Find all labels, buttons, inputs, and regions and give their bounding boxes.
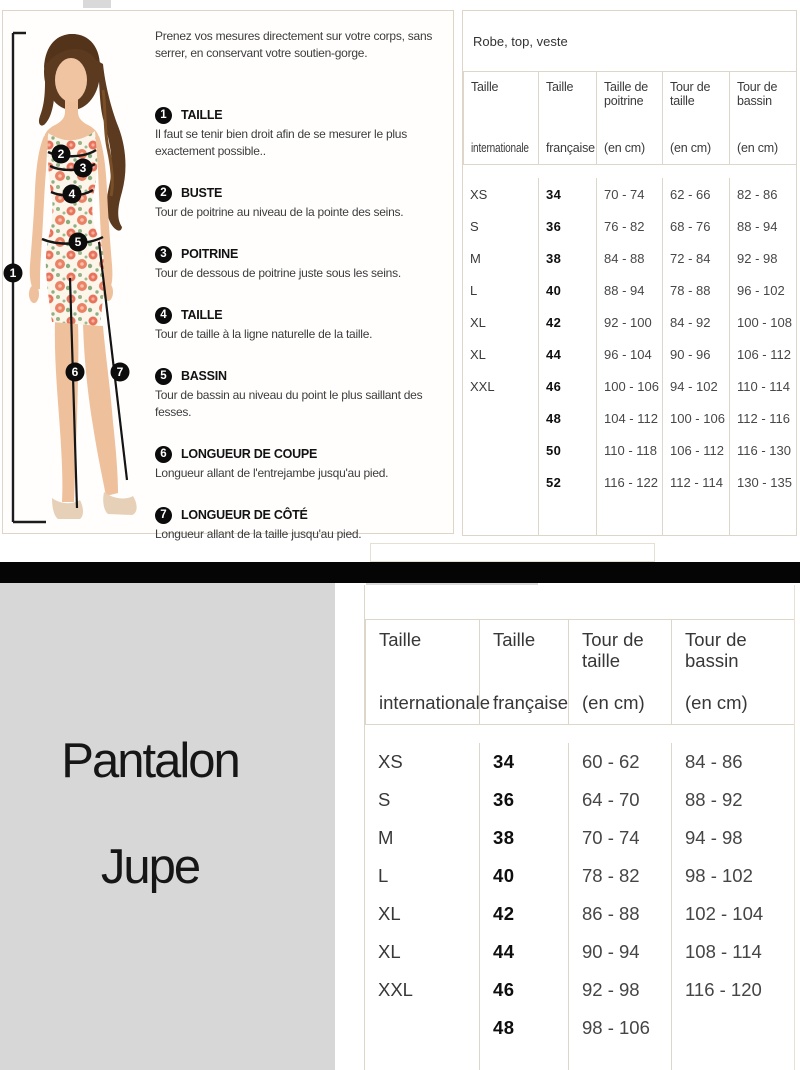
fr-size-cell: 36 bbox=[479, 781, 568, 819]
waist-range-cell: 92 - 98 bbox=[568, 971, 671, 1009]
intl-size-cell: XL bbox=[470, 346, 486, 362]
robe-header-cell bbox=[463, 72, 538, 164]
header-measure-label: Taille bbox=[471, 80, 499, 94]
waist-range-cell: 78 - 82 bbox=[568, 857, 671, 895]
table-row bbox=[365, 971, 794, 1009]
robe-table-title: Robe, top, veste bbox=[473, 33, 568, 49]
number-badge: 1 bbox=[155, 107, 172, 124]
number-badge: 7 bbox=[155, 507, 172, 524]
fr-size-cell: 40 bbox=[538, 274, 596, 306]
intl-size-cell bbox=[463, 434, 538, 466]
fr-size-cell: 42 bbox=[538, 306, 596, 338]
intl-size-cell: L bbox=[470, 282, 478, 298]
marker-3-num: 3 bbox=[79, 161, 87, 175]
number-badge: 6 bbox=[155, 446, 172, 463]
pantalon-size-table bbox=[364, 585, 795, 1070]
header-unit-label: (en cm) bbox=[670, 141, 711, 155]
fr-size-cell: 46 bbox=[538, 370, 596, 402]
chest-range-cell: 70 - 74 bbox=[596, 178, 662, 210]
robe-table-body bbox=[463, 165, 796, 498]
hip-range-cell: 94 - 98 bbox=[671, 819, 794, 857]
table-row bbox=[463, 434, 796, 466]
hip-range-cell: 84 - 86 bbox=[671, 743, 794, 781]
waist-range-cell: 64 - 70 bbox=[568, 781, 671, 819]
table-row bbox=[463, 338, 796, 370]
intl-size-cell: XS bbox=[470, 186, 488, 202]
intl-size-cell: XXL bbox=[470, 378, 495, 394]
marker-1-num: 1 bbox=[9, 266, 17, 280]
hip-range-cell: 130 - 135 bbox=[729, 466, 796, 498]
waist-range-cell: 98 - 106 bbox=[568, 1009, 671, 1047]
hip-range-cell: 96 - 102 bbox=[729, 274, 796, 306]
waist-range-cell: 100 - 106 bbox=[662, 402, 729, 434]
instruction-item-head bbox=[155, 306, 455, 324]
header-unit-label: française bbox=[546, 141, 595, 155]
header-measure-label: Taille bbox=[493, 629, 536, 650]
header-measure-label: Taille bbox=[546, 80, 574, 94]
intl-size-cell bbox=[463, 402, 538, 434]
header-measure-label: Tour de bassin bbox=[685, 629, 747, 671]
marker-2-num: 2 bbox=[57, 147, 65, 161]
hip-range-cell: 88 - 94 bbox=[729, 210, 796, 242]
intl-size-cell: XXL bbox=[378, 979, 413, 1000]
header-measure-label: Tour de taille bbox=[582, 629, 644, 671]
pantalon-table-filler bbox=[365, 1047, 794, 1070]
instruction-item-head bbox=[155, 184, 455, 202]
waist-range-cell: 94 - 102 bbox=[662, 370, 729, 402]
instruction-item-head bbox=[155, 367, 455, 385]
instruction-item-head bbox=[155, 245, 455, 263]
instruction-item bbox=[155, 506, 455, 543]
chest-range-cell: 96 - 104 bbox=[596, 338, 662, 370]
hip-range-cell: 108 - 114 bbox=[671, 933, 794, 971]
intl-size-cell: XS bbox=[378, 751, 403, 772]
header-unit-label: (en cm) bbox=[582, 692, 645, 713]
table-row bbox=[463, 242, 796, 274]
fr-size-cell: 50 bbox=[538, 434, 596, 466]
instruction-list bbox=[155, 106, 455, 543]
woman-figure-illustration bbox=[0, 30, 152, 530]
instructions-intro: Prenez vos mesures directement sur votre corps, sans serrer, en conservant votre soutien-gorge. bbox=[155, 29, 433, 60]
waist-range-cell: 112 - 114 bbox=[662, 466, 729, 498]
chest-range-cell: 110 - 118 bbox=[596, 434, 662, 466]
pantalon-header-cell bbox=[479, 620, 568, 724]
table-row bbox=[365, 1009, 794, 1047]
robe-size-table bbox=[462, 10, 797, 536]
intl-size-cell: S bbox=[470, 218, 479, 234]
instruction-item-desc: Tour de bassin au niveau du point le plus saillant des fesses. bbox=[155, 388, 423, 419]
instruction-item bbox=[155, 367, 455, 421]
table-row bbox=[463, 178, 796, 210]
instruction-item-head bbox=[155, 445, 455, 463]
table-row bbox=[365, 895, 794, 933]
table-row bbox=[365, 819, 794, 857]
marker-6-num: 6 bbox=[71, 365, 79, 379]
instruction-item-desc: Tour de taille à la ligne naturelle de la taille. bbox=[155, 327, 373, 341]
shoe-right bbox=[103, 492, 136, 515]
robe-header-cell bbox=[729, 72, 796, 164]
pantalon-header-cell bbox=[365, 620, 491, 724]
number-badge: 3 bbox=[155, 246, 172, 263]
intl-size-cell bbox=[463, 466, 538, 498]
hip-range-cell: 82 - 86 bbox=[729, 178, 796, 210]
hip-range-cell: 88 - 92 bbox=[671, 781, 794, 819]
instruction-item bbox=[155, 106, 455, 160]
hair-strand-left bbox=[39, 62, 55, 126]
hip-range-cell: 112 - 116 bbox=[729, 402, 796, 434]
intl-size-cell: L bbox=[378, 865, 389, 886]
instruction-item-title: LONGUEUR DE CÔTÉ bbox=[181, 507, 308, 522]
waist-range-cell: 106 - 112 bbox=[662, 434, 729, 466]
pantalon-label: Pantalon bbox=[61, 734, 239, 788]
waist-range-cell: 84 - 92 bbox=[662, 306, 729, 338]
hip-range-cell: 100 - 108 bbox=[729, 306, 796, 338]
instruction-item-desc: Il faut se tenir bien droit afin de se mesurer le plus exactement possible.. bbox=[155, 127, 407, 158]
instruction-item bbox=[155, 445, 455, 482]
instruction-item-title: BUSTE bbox=[181, 185, 223, 200]
header-unit-label: internationale bbox=[379, 692, 491, 713]
number-badge: 4 bbox=[155, 307, 172, 324]
chest-range-cell: 84 - 88 bbox=[596, 242, 662, 274]
table-row bbox=[365, 933, 794, 971]
robe-header-cell bbox=[662, 72, 729, 164]
intl-size-cell: XL bbox=[378, 941, 401, 962]
fr-size-cell: 48 bbox=[479, 1009, 568, 1047]
chest-range-cell: 88 - 94 bbox=[596, 274, 662, 306]
instruction-item-desc: Tour de dessous de poitrine juste sous les seins. bbox=[155, 266, 401, 280]
instruction-item-title: TAILLE bbox=[181, 307, 223, 322]
fr-size-cell: 46 bbox=[479, 971, 568, 1009]
table-row bbox=[463, 306, 796, 338]
header-measure-label: Taille bbox=[379, 629, 422, 650]
robe-table-header bbox=[463, 71, 796, 165]
table-row bbox=[463, 370, 796, 402]
table-row bbox=[463, 274, 796, 306]
separator-remnant-box bbox=[370, 543, 655, 562]
waist-range-cell: 72 - 84 bbox=[662, 242, 729, 274]
robe-header-cell bbox=[596, 72, 662, 164]
fr-size-cell: 52 bbox=[538, 466, 596, 498]
pantalon-table-header bbox=[365, 619, 794, 725]
waist-range-cell: 86 - 88 bbox=[568, 895, 671, 933]
intl-size-cell: M bbox=[470, 250, 481, 266]
robe-table-filler bbox=[463, 498, 796, 535]
intl-size-cell bbox=[365, 1009, 479, 1047]
top-tab-decoration bbox=[83, 0, 111, 8]
waist-range-cell: 90 - 96 bbox=[662, 338, 729, 370]
chest-range-cell: 104 - 112 bbox=[596, 402, 662, 434]
header-measure-label: Taille de poitrine bbox=[604, 80, 649, 108]
hip-range-cell: 102 - 104 bbox=[671, 895, 794, 933]
waist-range-cell: 68 - 76 bbox=[662, 210, 729, 242]
header-unit-label: internationale bbox=[471, 141, 529, 155]
face bbox=[55, 58, 87, 102]
marker-5-num: 5 bbox=[74, 235, 82, 249]
instruction-item-desc: Tour de poitrine au niveau de la pointe des seins. bbox=[155, 205, 404, 219]
hip-range-cell: 110 - 114 bbox=[729, 370, 796, 402]
hip-range-cell: 98 - 102 bbox=[671, 857, 794, 895]
robe-header-cell bbox=[538, 72, 596, 164]
intl-size-cell: XL bbox=[470, 314, 486, 330]
fr-size-cell: 36 bbox=[538, 210, 596, 242]
fr-size-cell: 38 bbox=[479, 819, 568, 857]
pantalon-header-cell bbox=[568, 620, 671, 724]
chest-range-cell: 92 - 100 bbox=[596, 306, 662, 338]
intl-size-cell: S bbox=[378, 789, 391, 810]
table-row bbox=[365, 743, 794, 781]
fr-size-cell: 40 bbox=[479, 857, 568, 895]
number-badge: 5 bbox=[155, 368, 172, 385]
instruction-item-head bbox=[155, 506, 455, 524]
fr-size-cell: 42 bbox=[479, 895, 568, 933]
hip-range-cell: 106 - 112 bbox=[729, 338, 796, 370]
arm-left bbox=[30, 136, 48, 290]
marker-7-num: 7 bbox=[116, 365, 124, 379]
instruction-item-desc: Longueur allant de l'entrejambe jusqu'au pied. bbox=[155, 466, 389, 480]
table-row bbox=[463, 402, 796, 434]
hand-left bbox=[29, 285, 39, 303]
waist-range-cell: 62 - 66 bbox=[662, 178, 729, 210]
header-unit-label: (en cm) bbox=[604, 141, 645, 155]
chest-range-cell: 116 - 122 bbox=[596, 466, 662, 498]
number-badge: 2 bbox=[155, 185, 172, 202]
instruction-item-title: TAILLE bbox=[181, 107, 223, 122]
pantalon-header-cell bbox=[671, 620, 794, 724]
hip-range-cell: 116 - 120 bbox=[671, 971, 794, 1009]
header-unit-label: française bbox=[493, 692, 569, 713]
chest-range-cell: 76 - 82 bbox=[596, 210, 662, 242]
fr-size-cell: 38 bbox=[538, 242, 596, 274]
hip-range-cell bbox=[671, 1009, 794, 1047]
measure-instructions bbox=[155, 28, 455, 567]
instruction-item-head bbox=[155, 106, 455, 124]
fr-size-cell: 44 bbox=[538, 338, 596, 370]
black-divider-bar bbox=[0, 562, 800, 583]
header-unit-label: (en cm) bbox=[685, 692, 748, 713]
table-row bbox=[365, 857, 794, 895]
waist-range-cell: 70 - 74 bbox=[568, 819, 671, 857]
instruction-item bbox=[155, 184, 455, 221]
instruction-item-desc: Longueur allant de la taille jusqu'au pied. bbox=[155, 527, 362, 541]
instruction-item-title: LONGUEUR DE COUPE bbox=[181, 446, 318, 461]
header-measure-label: Tour de bassin bbox=[737, 80, 778, 108]
header-unit-label: (en cm) bbox=[737, 141, 778, 155]
fr-size-cell: 44 bbox=[479, 933, 568, 971]
instruction-item bbox=[155, 306, 455, 343]
instruction-item bbox=[155, 245, 455, 282]
jupe-label: Jupe bbox=[100, 840, 200, 894]
pantalon-label-panel bbox=[0, 583, 335, 1070]
pantalon-table-body bbox=[365, 725, 794, 1047]
table-row bbox=[365, 781, 794, 819]
intl-size-cell: M bbox=[378, 827, 394, 848]
chest-range-cell: 100 - 106 bbox=[596, 370, 662, 402]
header-measure-label: Tour de taille bbox=[670, 80, 711, 108]
pantalon-table-spacer bbox=[365, 585, 794, 619]
fr-size-cell: 34 bbox=[479, 743, 568, 781]
instruction-item-title: BASSIN bbox=[181, 368, 227, 383]
fr-size-cell: 48 bbox=[538, 402, 596, 434]
marker-4-num: 4 bbox=[68, 187, 76, 201]
waist-range-cell: 78 - 88 bbox=[662, 274, 729, 306]
waist-range-cell: 90 - 94 bbox=[568, 933, 671, 971]
hip-range-cell: 116 - 130 bbox=[729, 434, 796, 466]
intl-size-cell: XL bbox=[378, 903, 401, 924]
fr-size-cell: 34 bbox=[538, 178, 596, 210]
instruction-item-title: POITRINE bbox=[181, 246, 239, 261]
table-row bbox=[463, 210, 796, 242]
hip-range-cell: 92 - 98 bbox=[729, 242, 796, 274]
table-row bbox=[463, 466, 796, 498]
waist-range-cell: 60 - 62 bbox=[568, 743, 671, 781]
